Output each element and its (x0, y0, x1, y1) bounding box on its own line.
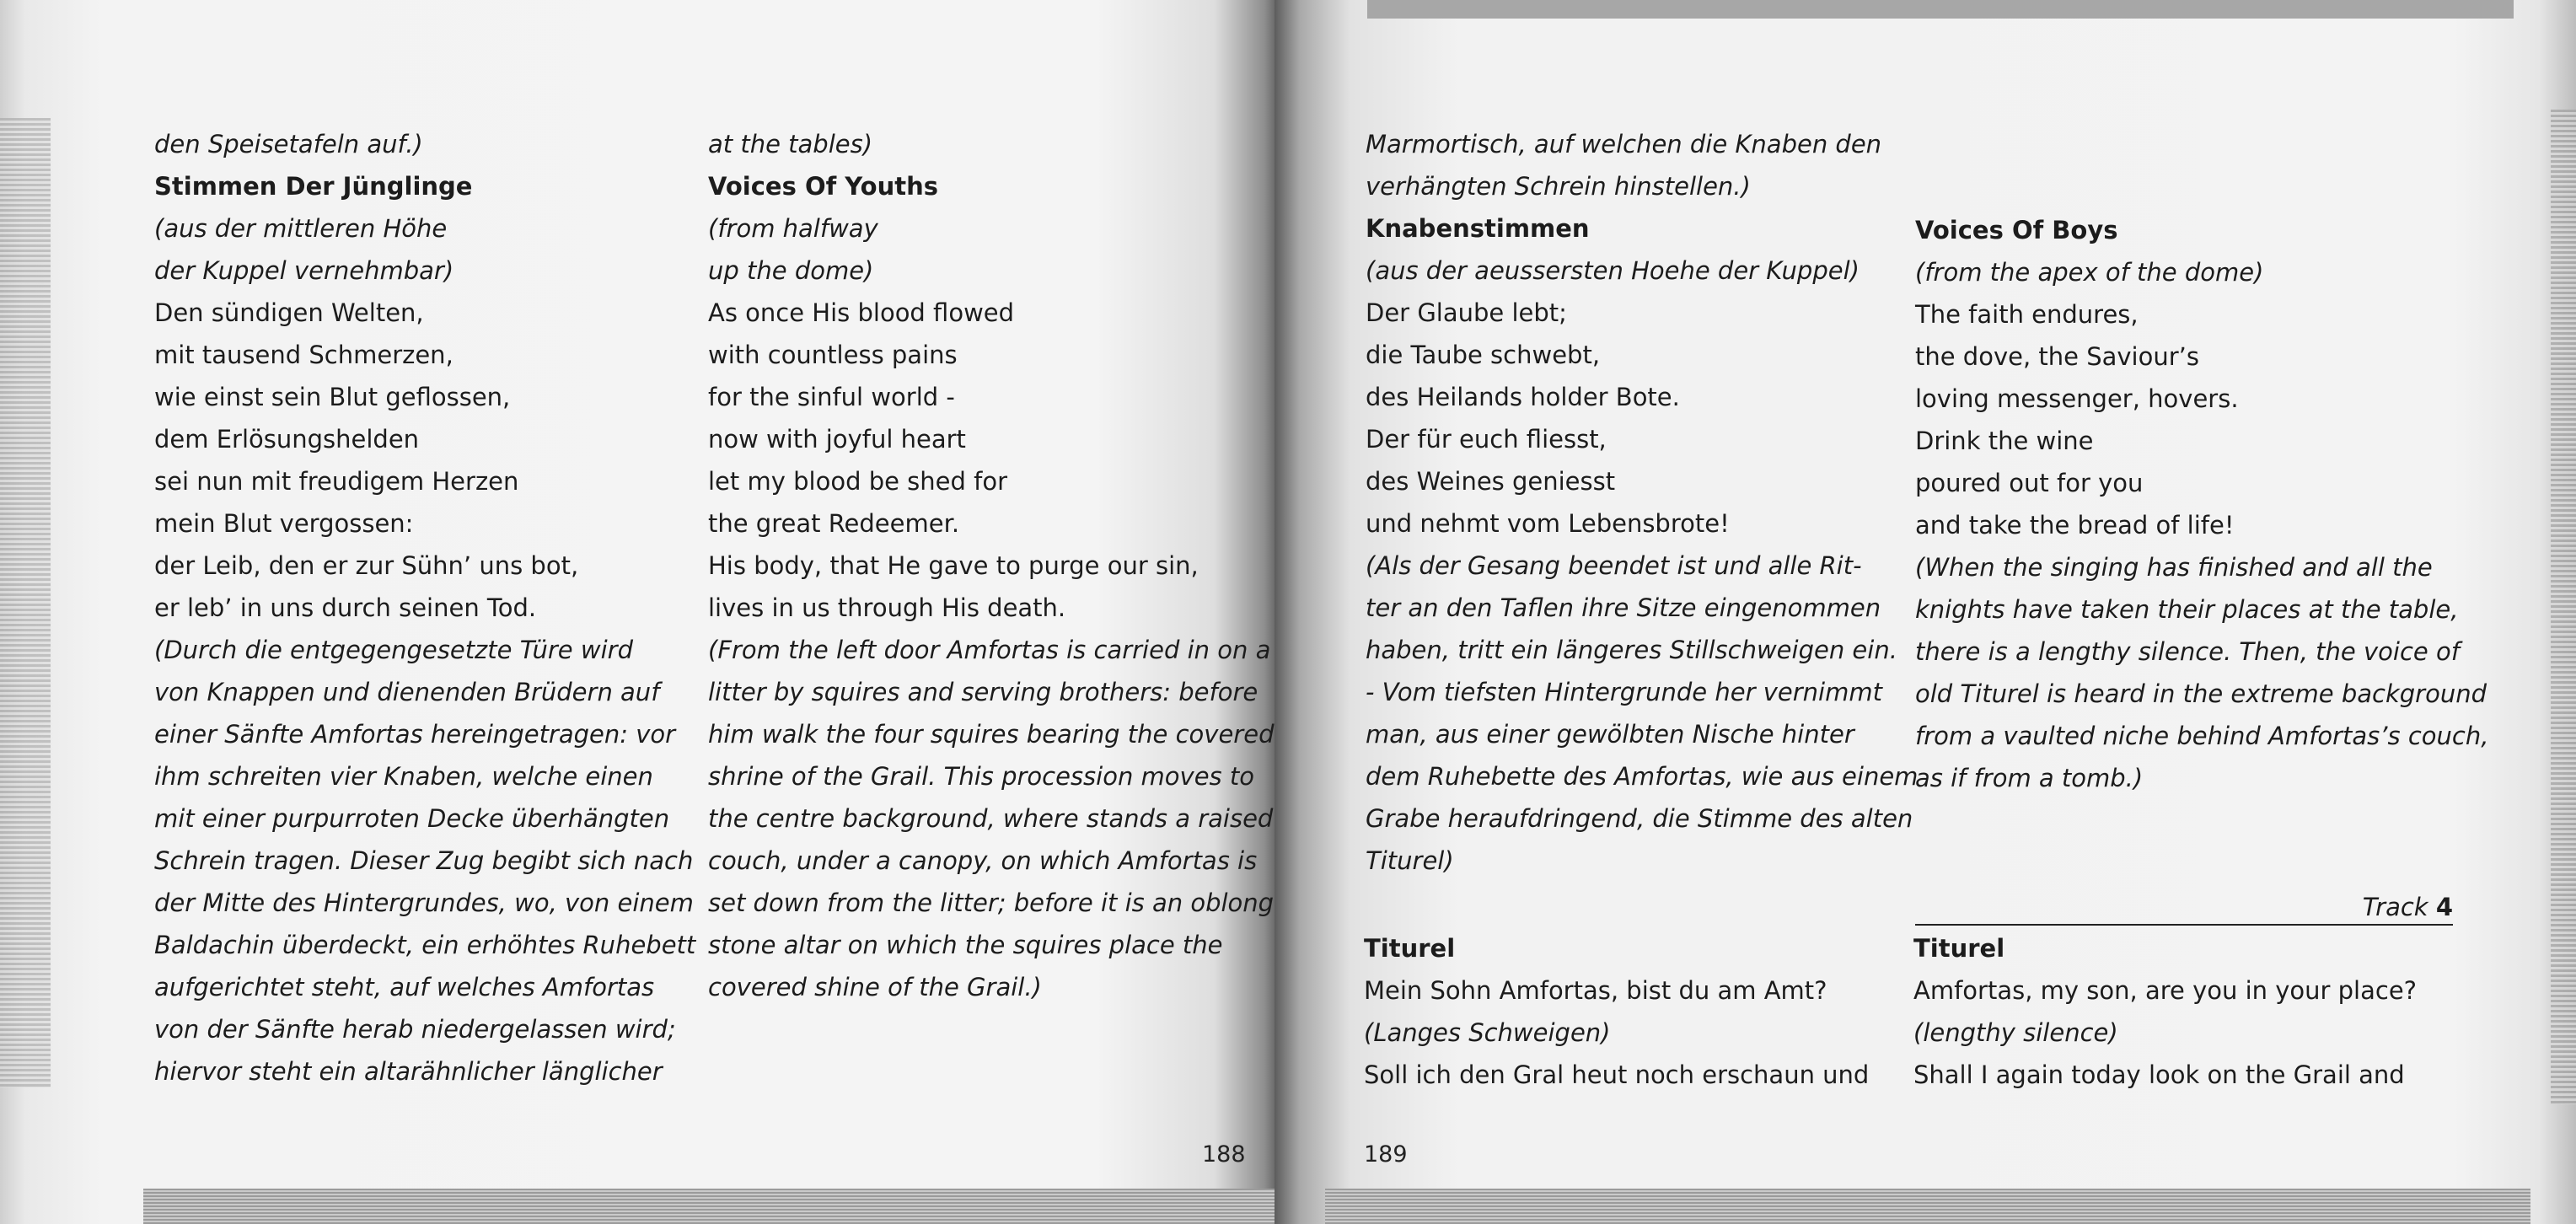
stage-direction-line: Baldachin überdeckt, ein erhöhtes Ruhebett (154, 931, 696, 959)
lyric-line: Amfortas, my son, are you in your place? (1913, 976, 2418, 1005)
lyric-line: sei nun mit freudigem Herzen (154, 467, 519, 496)
lyric-line: dem Erlösungshelden (154, 425, 420, 454)
german-column-titurel (1364, 927, 1869, 1096)
lyric-line: poured out for you (1915, 469, 2144, 497)
lyric-line: let my blood be shed for (708, 467, 1007, 496)
page-edge-stripes (2551, 110, 2576, 1104)
track-marker (1915, 890, 2453, 926)
lyric-line: wie einst sein Blut geflossen, (154, 383, 511, 411)
stage-direction-line: man, aus einer gewölbten Nische hinter (1366, 720, 1854, 749)
lyric-line: with countless pains (708, 341, 958, 369)
stage-direction-line: knights have taken their places at the table, (1915, 595, 2459, 624)
stage-direction-line: verhängten Schrein hinstellen.) (1366, 172, 1751, 201)
stage-direction-line: (aus der aeussersten Hoehe der Kuppel) (1366, 256, 1860, 285)
stage-direction-line: ihm schreiten vier Knaben, welche einen (154, 762, 653, 791)
stage-direction-line: hiervor steht ein altarähnlicher länglicher (154, 1057, 663, 1086)
lyric-line: Drink the wine (1915, 427, 2094, 455)
stage-direction-line: der Kuppel vernehmbar) (154, 256, 454, 285)
lyric-line: now with joyful heart (708, 425, 966, 454)
track-label: Track (2362, 893, 2428, 921)
page-number: 189 (1364, 1141, 1408, 1168)
lyric-line: the great Redeemer. (708, 509, 960, 538)
german-column (1366, 123, 1918, 882)
page-edge-stripes (0, 118, 51, 1087)
stage-direction-line: there is a lengthy silence. Then, the voice of (1915, 637, 2460, 666)
lyric-line: der Leib, den er zur Sühn’ uns bot, (154, 551, 579, 580)
lyric-line: des Weines geniesst (1366, 467, 1616, 496)
german-column (154, 123, 695, 1092)
stage-direction-line: at the tables) (708, 130, 873, 158)
stage-direction-line: (From the left door Amfortas is carried in on a (708, 636, 1271, 664)
stage-direction-line: haben, tritt ein längeres Stillschweigen ein. (1366, 636, 1897, 664)
page-bottom-edge (143, 1189, 1275, 1224)
lyric-line: Soll ich den Gral heut noch erschaun und (1364, 1060, 1870, 1089)
lyric-line: mein Blut vergossen: (154, 509, 414, 538)
stage-direction-line: litter by squires and serving brothers: before (708, 678, 1258, 706)
lyric-line: and take the bread of life! (1915, 511, 2235, 540)
stage-direction-line: - Vom tiefsten Hintergrunde her vernimmt (1366, 678, 1882, 706)
english-column-titurel (1913, 927, 2417, 1096)
page-bottom-edge (1325, 1189, 2530, 1224)
lyric-line: des Heilands holder Bote. (1366, 383, 1680, 411)
lyric-line: Mein Sohn Amfortas, bist du am Amt? (1364, 976, 1827, 1005)
speaker-heading: Voices Of Youths (708, 172, 938, 201)
stage-direction-line: (from the apex of the dome) (1915, 258, 2264, 287)
lyric-line: die Taube schwebt, (1366, 341, 1601, 369)
stage-direction-line: him walk the four squires bearing the covered (708, 720, 1275, 749)
stage-direction-line: von der Sänfte herab niedergelassen wird; (154, 1015, 676, 1044)
stage-direction-line: dem Ruhebette des Amfortas, wie aus einem (1366, 762, 1919, 791)
stage-direction-line: stone altar on which the squires place the (708, 931, 1223, 959)
stage-direction-line: (Als der Gesang beendet ist und alle Rit- (1366, 551, 1862, 580)
stage-direction-line: set down from the litter; before it is an oblong (708, 888, 1275, 917)
stage-direction-line: der Mitte des Hintergrundes, wo, von einem (154, 888, 694, 917)
speaker-heading: Voices Of Boys (1915, 216, 2118, 244)
stage-direction-line: old Titurel is heard in the extreme background (1915, 679, 2487, 708)
stage-direction-line: from a vaulted niche behind Amfortas’s couch, (1915, 722, 2489, 750)
stage-direction-line: up the dome) (708, 256, 874, 285)
stage-direction-line: Grabe heraufdringend, die Stimme des alten (1366, 804, 1913, 833)
english-column (708, 123, 1274, 1008)
lyric-line: und nehmt vom Lebensbrote! (1366, 509, 1730, 538)
stage-direction-line: (lengthy silence) (1913, 1018, 2118, 1047)
lyric-line: the dove, the Saviour’s (1915, 342, 2199, 371)
stage-direction-line: (from halfway (708, 214, 878, 243)
stage-direction-line: couch, under a canopy, on which Amfortas is (708, 846, 1258, 875)
stage-direction-line: Marmortisch, auf welchen die Knaben den (1366, 130, 1882, 158)
speaker-heading: Titurel (1364, 934, 1456, 963)
lyric-line: His body, that He gave to purge our sin, (708, 551, 1199, 580)
stage-direction-line: aufgerichtet steht, auf welches Amfortas (154, 973, 655, 1001)
left-page (0, 0, 1275, 1224)
lyric-line: er leb’ in uns durch seinen Tod. (154, 593, 537, 622)
lyric-line: Der Glaube lebt; (1366, 298, 1567, 327)
page-number: 188 (1202, 1141, 1246, 1168)
right-page (1275, 0, 2576, 1224)
lyric-line: Der für euch fliesst, (1366, 425, 1607, 454)
lyric-line: As once His blood flowed (708, 298, 1015, 327)
stage-direction-line: von Knappen und dienenden Brüdern auf (154, 678, 660, 706)
lyric-line: Shall I again today look on the Grail and (1913, 1060, 2405, 1089)
lyric-line: loving messenger, hovers. (1915, 384, 2239, 413)
lyric-line: The faith endures, (1915, 300, 2139, 329)
speaker-heading: Titurel (1913, 934, 2005, 963)
stage-direction-line: (aus der mittleren Höhe (154, 214, 448, 243)
stage-direction-line: the centre background, where stands a raised (708, 804, 1274, 833)
stage-direction-line: (Langes Schweigen) (1364, 1018, 1611, 1047)
stage-direction-line: covered shine of the Grail.) (708, 973, 1042, 1001)
stage-direction-line: mit einer purpurroten Decke überhängten (154, 804, 670, 833)
track-number: 4 (2435, 893, 2453, 921)
stage-direction-line: (When the singing has finished and all the (1915, 553, 2433, 582)
lyric-line: Den sündigen Welten, (154, 298, 424, 327)
stage-direction-line: as if from a tomb.) (1915, 764, 2144, 792)
speaker-heading: Stimmen Der Jünglinge (154, 172, 473, 201)
english-column (1915, 209, 2488, 799)
stage-direction-line: einer Sänfte Amfortas hereingetragen: vor (154, 720, 676, 749)
lyric-line: lives in us through His death. (708, 593, 1066, 622)
page-top-edge (1367, 0, 2514, 19)
stage-direction-line: shrine of the Grail. This procession moves to (708, 762, 1254, 791)
lyric-line: for the sinful world - (708, 383, 955, 411)
stage-direction-line: den Speisetafeln auf.) (154, 130, 423, 158)
stage-direction-line: (Durch die entgegengesetzte Türe wird (154, 636, 633, 664)
stage-direction-line: Schrein tragen. Dieser Zug begibt sich nach (154, 846, 694, 875)
stage-direction-line: Titurel) (1366, 846, 1454, 875)
stage-direction-line: ter an den Taflen ihre Sitze eingenommen (1366, 593, 1881, 622)
lyric-line: mit tausend Schmerzen, (154, 341, 453, 369)
speaker-heading: Knabenstimmen (1366, 214, 1590, 243)
